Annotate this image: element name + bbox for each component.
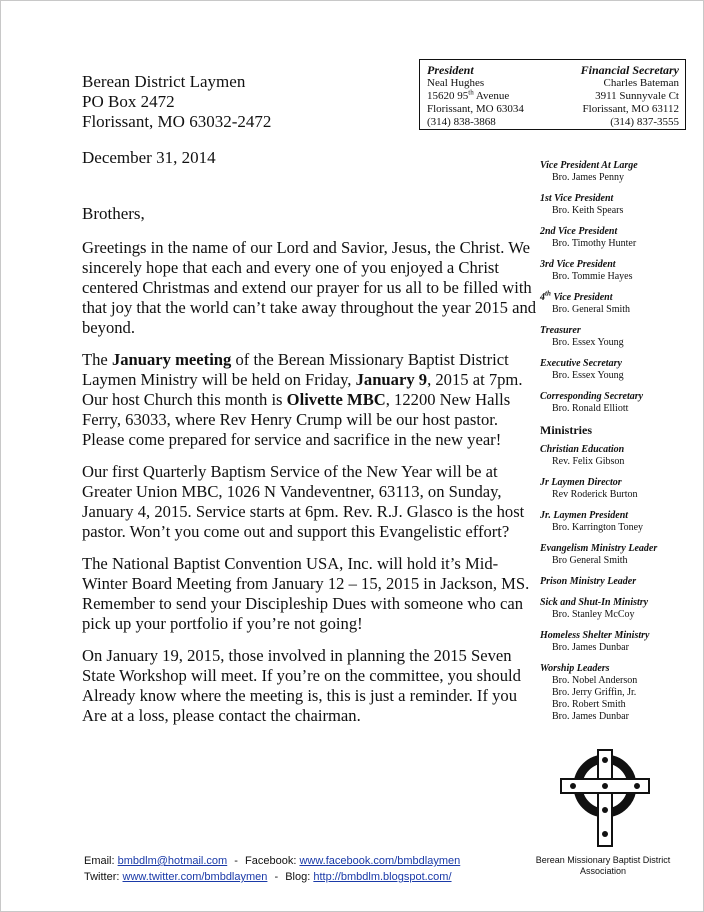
ministry-entry [540,576,690,588]
twitter-link[interactable]: www.twitter.com/bmbdlaymen [122,871,268,883]
officer-name: Bro. Keith Spears [552,205,624,216]
association-caption [528,855,678,877]
ministry-leader: Bro. Karrington Toney [552,522,644,533]
ministry-entry [540,663,690,723]
president-name: Neal Hughes [427,77,485,89]
church-highlight: Olivette MBC [286,390,386,409]
officer-name: Bro. General Smith [552,304,631,315]
paragraph-line: Are at a loss, please contact the chairman. [82,706,361,725]
ministry-title: Christian Education [540,444,625,455]
separator: - [234,855,238,867]
president-city: Florissant, MO 63034 [427,103,524,115]
officer-name: Bro. Tommie Hayes [552,271,633,282]
officer-entry [540,289,690,316]
officer-entry [540,193,690,217]
paragraph-line: January 4, 2015. Service starts at 6pm. Rev. R.J. Glasco is the host [82,502,525,521]
officer-name: Bro. Essex Young [552,337,624,348]
president-street: 15620 95th Avenue [427,88,510,102]
officer-entry [540,325,690,349]
facebook-link[interactable]: www.facebook.com/bmbdlaymen [299,855,461,867]
officer-name: Bro. Timothy Hunter [552,238,637,249]
financial-secretary-contact [581,64,679,129]
ministry-entry [540,597,690,621]
return-address-line1: Berean District Laymen [82,72,246,91]
officer-entry [540,160,690,184]
ministry-title: Jr. Laymen President [540,510,629,521]
ministry-leader: Bro. Nobel Anderson [552,675,638,686]
paragraph-convention [82,554,530,634]
financial-secretary-name: Charles Bateman [603,77,679,89]
officer-entry [540,391,690,415]
return-address [82,72,271,132]
footer-contacts [84,853,460,885]
ministry-leader: Bro. Jerry Griffin, Jr. [552,687,637,698]
ministry-title: Homeless Shelter Ministry [540,630,650,641]
officer-name: Bro. Essex Young [552,370,624,381]
president-contact [427,64,524,129]
ministry-leader: Bro. Robert Smith [552,699,626,710]
footer-line1 [84,853,460,869]
ministry-entry [540,510,690,534]
paragraph-line: Greater Union MBC, 1026 N Vandeventner, 63113, on Sunday, [82,482,502,501]
twitter-label: Twitter: [84,871,120,883]
ministries-heading: Ministries [540,423,592,437]
officer-name: Bro. Ronald Elliott [552,403,629,414]
return-address-line2: PO Box 2472 [82,92,175,111]
salutation: Brothers, [82,204,145,223]
paragraph-line: Already know where the meeting is, this is just a reminder. If you [82,686,518,705]
financial-secretary-street: 3911 Sunnyvale Ct [595,90,679,102]
paragraph-line: On January 19, 2015, those involved in planning the 2015 Seven [82,646,512,665]
ministry-entry [540,477,690,501]
paragraph-line: pick up your portfolio if you’re not going! [82,614,363,633]
paragraph-line: Remember to send your Discipleship Dues with someone who can [82,594,524,613]
paragraph-line: The January meeting of the Berean Missionary Baptist District [82,350,509,369]
paragraph-line: Please come prepared for service and sacrifice in the new year! [82,430,502,449]
ministry-title: Worship Leaders [540,663,610,674]
paragraph-line: Winter Board Meeting from January 12 – 15, 2015 in Jackson, MS. [82,574,530,593]
officer-name: Bro. James Penny [552,172,624,183]
paragraph-line: Our first Quarterly Baptism Service of the New Year will be at [82,462,498,481]
ministry-title: Jr Laymen Director [540,477,622,488]
paragraph-workshop [82,646,521,726]
officer-entry [540,259,690,283]
footer-line2 [84,869,460,885]
officer-contact-box [419,59,686,130]
officer-entry [540,226,690,250]
ministry-entry [540,543,690,567]
ministry-entry [540,444,690,468]
meeting-highlight: January meeting [111,350,232,369]
paragraph-line: that joy that the world can’t take away throughout the year 2015 and [82,298,537,317]
president-title: President [427,63,474,77]
ministry-leader: Bro. Stanley McCoy [552,609,635,620]
celtic-cross-icon [555,748,655,848]
ministry-leader: Rev. Felix Gibson [552,456,625,467]
letter-date: December 31, 2014 [82,148,216,167]
separator: - [274,871,279,883]
association-caption-line2: Association [579,866,627,876]
ministry-leader: Rev Roderick Burton [552,489,638,500]
paragraph-line: Laymen Ministry will be held on Friday, January 9, 2015 at 7pm. [82,370,523,389]
financial-secretary-title: Financial Secretary [580,63,679,77]
officer-title: Executive Secretary [540,358,622,369]
officer-title: 3rd Vice President [540,259,616,270]
officer-title: Corresponding Secretary [540,391,644,402]
paragraph-baptism-service [82,462,525,542]
officers-sidebar [540,160,690,732]
ministry-title: Evangelism Ministry Leader [540,543,658,554]
email-link[interactable]: bmbdlm@hotmail.com [117,855,228,867]
ministry-leader: Bro. James Dunbar [552,711,629,722]
officer-title: Vice President At Large [540,160,638,171]
ministry-entry [540,630,690,654]
blog-link[interactable]: http://bmbdlm.blogspot.com/ [313,871,452,883]
paragraph-line: Ferry, 63033, where Rev Henry Crump will be our host pastor. [82,410,499,429]
officer-title: 1st Vice President [540,193,614,204]
paragraph-line: pastor. Won’t you come out and support this Evangelistic effort? [82,522,510,541]
paragraph-line: Our host Church this month is Olivette MBC, 12200 New Halls [82,390,511,409]
paragraph-line: Greetings in the name of our Lord and Savior, Jesus, the Christ. We [82,238,530,257]
email-label: Email: [84,855,115,867]
paragraph-line: The National Baptist Convention USA, Inc. will hold it’s Mid- [82,554,499,573]
ministry-leader: Bro. James Dunbar [552,642,629,653]
return-address-line3: Florissant, MO 63032-2472 [82,112,272,131]
officer-title: Treasurer [540,325,581,336]
paragraph-line: centered Christmas and extend our prayer for us all to be filled with [82,278,532,297]
paragraph-line: State Workshop will meet. If you’re on the committee, you should [82,666,521,685]
date-highlight: January 9 [355,370,428,389]
financial-secretary-city: Florissant, MO 63112 [582,103,679,115]
officer-title: 2nd Vice President [540,226,618,237]
ministry-title: Sick and Shut-In Ministry [540,597,649,608]
blog-label: Blog: [285,871,311,883]
paragraph-january-meeting [82,350,523,450]
association-caption-line1: Berean Missionary Baptist District [535,855,671,865]
ministry-leader: Bro General Smith [552,555,628,566]
paragraph-line: sincerely hope that each and every one of you enjoyed a Christ [82,258,499,277]
officer-title: 4th Vice President [540,289,613,303]
ministry-title: Prison Ministry Leader [540,576,637,587]
financial-secretary-phone: (314) 837-3555 [610,116,679,128]
paragraph-greeting [82,238,537,338]
paragraph-line: beyond. [82,318,135,337]
president-phone: (314) 838-3868 [427,116,496,128]
officer-entry [540,358,690,382]
facebook-label: Facebook: [245,855,297,867]
